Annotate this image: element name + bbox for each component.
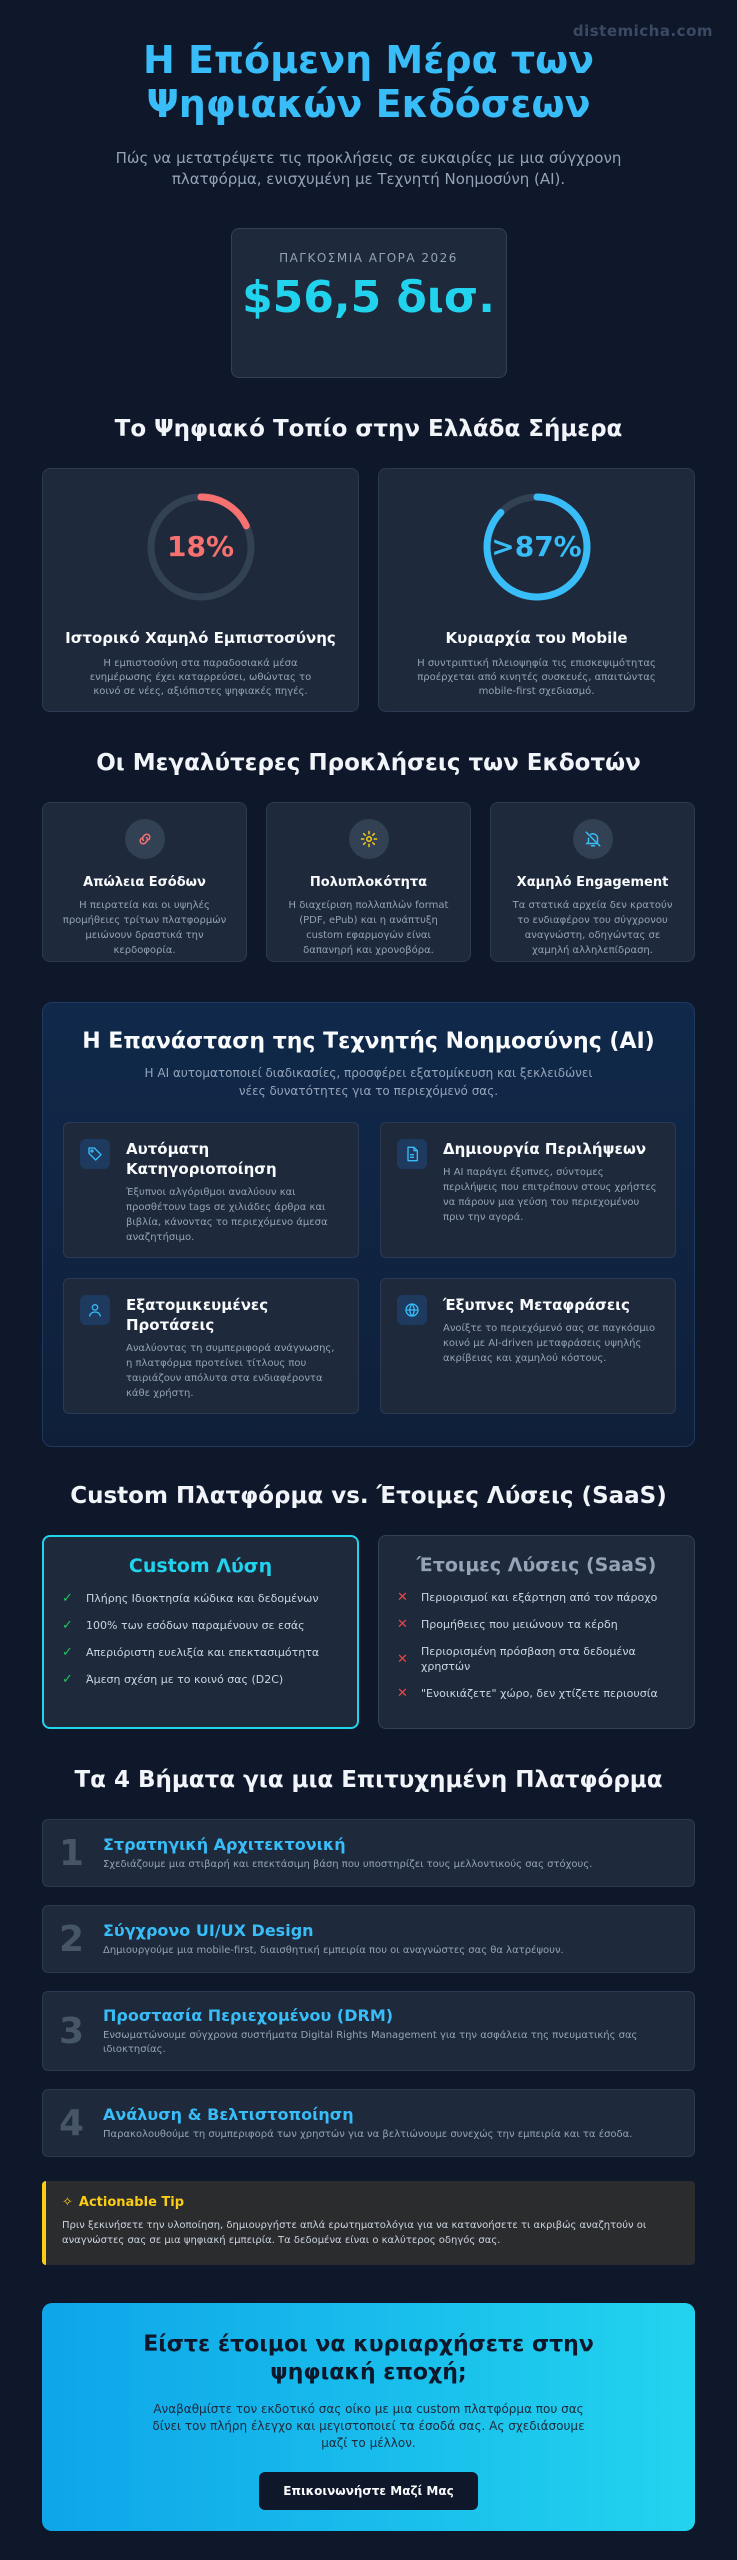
comparison-saas-title: Έτοιμες Λύσεις (SaaS) (416, 1554, 657, 1576)
challenge-title-engagement: Χαμηλό Engagement (516, 875, 669, 890)
ai-feature-title: Έξυπνες Μεταφράσεις (443, 1296, 630, 1314)
tip-title: Actionable Tip (78, 2195, 185, 2210)
ai-feature-translations (380, 1278, 676, 1414)
page-subtitle: Πώς να μετατρέψετε τις προκλήσεις σε ευκαιρίες με μια σύγχρονη πλατφόρμα, ενισχυμένη με Τεχνητή Νοημοσύνη (AI). (115, 149, 622, 188)
brand-watermark: distemicha.com (572, 22, 713, 40)
progress-ring-mobile (481, 491, 593, 603)
challenge-card-engagement (490, 802, 695, 962)
step-item (42, 2089, 695, 2157)
comparison-title: Custom Πλατφόρμα vs. Έτοιμες Λύσεις (SaaS) (70, 1483, 667, 1509)
challenge-title-complexity: Πολυπλοκότητα (309, 875, 428, 890)
check-icon: ✓ (62, 1672, 73, 1687)
page-title: Η Επόμενη Μέρα των Ψηφιακών Εκδόσεων (142, 38, 595, 126)
check-icon: ✓ (62, 1591, 73, 1606)
list-item: ✕ Περιορισμοί και εξάρτηση από τον πάροχο (397, 1590, 658, 1605)
step-text: Δημιουργούμε μια mobile-first, διαισθητική εμπειρία που οι αναγνώστες σας θα λατρέψουν. (103, 1944, 564, 1956)
step-text: Ενσωματώνουμε σύγχρονα συστήματα Digital Rights Management για την ασφάλεια της πνευματικής σας ιδιοκτησίας. (103, 2029, 638, 2055)
stat-card-mobile (378, 468, 695, 712)
ai-feature-grid (43, 1100, 694, 1414)
comparison-card-custom (42, 1535, 359, 1729)
bell-off-icon (573, 819, 613, 859)
list-item: ✓ Άμεση σχέση με το κοινό σας (D2C) (62, 1672, 284, 1687)
step-text: Παρακολουθούμε τη συμπεριφορά των χρηστών για να βελτιώνουμε συνεχώς την εμπειρία και τα έσοδα. (103, 2128, 633, 2140)
comparison-custom-title: Custom Λύση (128, 1555, 273, 1577)
step-text: Σχεδιάζουμε μια στιβαρή και επεκτάσιμη βάση που υποστηρίζει τους μελλοντικούς σας στόχους. (103, 1858, 593, 1870)
ai-feature-title: Αυτόματη Κατηγοριοποίηση (126, 1140, 277, 1178)
document-icon (397, 1139, 427, 1169)
challenges-row (42, 802, 695, 962)
ai-section (42, 1002, 695, 1447)
ai-feature-text: Έξυπνοι αλγόριθμοι αναλύουν και προσθέτουν tags σε χιλιάδες άρθρα και βιβλία, κάνοντας το περιεχόμενο άμεσα αναζητήσιμο. (126, 1187, 328, 1243)
globe-icon (397, 1295, 427, 1325)
tag-icon (80, 1139, 110, 1169)
contact-button[interactable]: Επικοινωνήστε Μαζί Μας (259, 2472, 477, 2510)
gear-icon (349, 819, 389, 859)
list-item: ✓ 100% των εσόδων παραμένουν σε εσάς (62, 1618, 305, 1633)
tip-text: Πριν ξεκινήσετε την υλοποίηση, δημιουργήστε απλά ερωτηματολόγια για να κατανοήσετε τι ακριβώς αναζητούν οι αναγνώστες σας σε μια ψηφιακή εμπειρία. Τα δεδομένα είναι ο καλύτερος οδηγός σας. (62, 2220, 647, 2246)
progress-ring-trust (145, 491, 257, 603)
challenge-text-complexity: Η διαχείριση πολλαπλών format (PDF, ePub) και η ανάπτυξη custom εφαρμογών είναι δαπανηρή και χρονοβόρα. (288, 900, 449, 956)
ai-title: Η Επανάσταση της Τεχνητής Νοημοσύνης (AI) (82, 1029, 655, 1054)
ai-feature-title: Εξατομικευμένες Προτάσεις (126, 1296, 269, 1334)
comparison-row (42, 1535, 695, 1729)
cross-icon: ✕ (397, 1651, 408, 1667)
cross-icon: ✕ (397, 1590, 408, 1605)
challenge-text-revenue: Η πειρατεία και οι υψηλές προμήθειες τρίτων πλατφορμών μειώνουν δραστικά την κερδοφορία. (62, 900, 227, 956)
ai-subtitle: Η AI αυτοματοποιεί διαδικασίες, προσφέρει εξατομίκευση και ξεκλειδώνει νέες δυνατότητες για το περιεχόμενό σας. (144, 1066, 593, 1098)
list-item: ✕ Περιορισμένη πρόσβαση στα δεδομένα χρηστών (397, 1645, 636, 1673)
step-title: Προστασία Περιεχομένου (DRM) (103, 2005, 394, 2025)
ai-feature-text: Αναλύοντας τη συμπεριφορά ανάγνωσης, η πλατφόρμα προτείνει τίτλους που ταιριάζουν απόλυτα στα ενδιαφέροντα κάθε χρήστη. (126, 1343, 335, 1399)
stat-text-mobile: Η συντριπτική πλειοψηφία τις επισκεψιμότητας προέρχεται από κινητές συσκευές, απαιτώντας mobile-first σχεδιασμό. (417, 658, 656, 697)
challenge-title-revenue: Απώλεια Εσόδων (83, 875, 206, 890)
actionable-tip (42, 2181, 695, 2265)
step-number: 1 (59, 1832, 85, 1874)
stat-title-mobile: Κυριαρχία του Mobile (445, 629, 628, 647)
stat-card-trust (42, 468, 359, 712)
sparkle-icon: ✧ (62, 2195, 73, 2210)
cta-title: Είστε έτοιμοι να κυριαρχήσετε στην ψηφιακή εποχή; (143, 2332, 594, 2385)
comparison-card-saas (378, 1535, 695, 1729)
cta-text: Αναβαθμίστε τον εκδοτικό σας οίκο με μια custom πλατφόρμα που σας δίνει τον πλήρη έλεγχο και μεγιστοποιεί τα έσοδά σας. Ας σχεδιάσουμε μαζί το μέλλον. (152, 2402, 585, 2450)
landscape-title: Το Ψηφιακό Τοπίο στην Ελλάδα Σήμερα (114, 416, 623, 442)
step-item (42, 1819, 695, 1887)
step-title: Στρατηγική Αρχιτεκτονική (103, 1834, 346, 1854)
check-icon: ✓ (62, 1618, 73, 1633)
stat-text-trust: Η εμπιστοσύνη στα παραδοσιακά μέσα ενημέρωσης έχει καταρρεύσει, ωθώντας το κοινό σε νέες, αξιόπιστες ψηφιακές πηγές. (89, 658, 312, 697)
challenge-card-complexity (266, 802, 471, 962)
list-item: ✕ Προμήθειες που μειώνουν τα κέρδη (397, 1617, 618, 1632)
cross-icon: ✕ (397, 1617, 408, 1632)
steps-list (42, 1819, 695, 2157)
step-item (42, 1991, 695, 2071)
steps-title: Τα 4 Βήματα για μια Επιτυχημένη Πλατφόρμα (74, 1767, 663, 1793)
check-icon: ✓ (62, 1645, 73, 1660)
step-item (42, 1905, 695, 1973)
stats-row (42, 468, 695, 712)
ai-feature-text: Η AI παράγει έξυπνες, σύντομες περιλήψεις που επιτρέπουν στους χρήστες να πάρουν μια γεύση του περιεχομένου πριν την αγορά. (443, 1167, 657, 1223)
ai-feature-recommendations (63, 1278, 359, 1414)
list-item: ✕ "Ενοικιάζετε" χώρο, δεν χτίζετε περιουσία (397, 1686, 658, 1701)
list-item: ✓ Απεριόριστη ευελιξία και επεκτασιμότητα (62, 1645, 320, 1660)
cross-icon: ✕ (397, 1686, 408, 1701)
step-number: 4 (59, 2102, 85, 2144)
market-value: $56,5 δισ. (242, 272, 495, 323)
step-number: 2 (59, 1918, 85, 1960)
stat-value-mobile: >87% (491, 530, 582, 563)
step-number: 3 (59, 2010, 85, 2052)
stat-title-trust: Ιστορικό Χαμηλό Εμπιστοσύνης (65, 629, 336, 647)
challenge-card-revenue (42, 802, 247, 962)
ai-feature-text: Ανοίξτε το περιεχόμενό σας σε παγκόσμιο κοινό με AI-driven μεταφράσεις υψηλής ακρίβειας και χαμηλού κόστους. (443, 1323, 656, 1364)
challenge-text-engagement: Τα στατικά αρχεία δεν κρατούν το ενδιαφέρον του σύγχρονου αναγνώστη, οδηγώντας σε χαμηλή αλληλεπίδραση. (512, 900, 673, 956)
stat-value-trust: 18% (166, 530, 235, 563)
step-title: Ανάλυση & Βελτιστοποίηση (103, 2104, 354, 2124)
cta-banner (42, 2303, 695, 2531)
market-label: ΠΑΓΚΟΣΜΙΑ ΑΓΟΡΑ 2026 (279, 251, 458, 265)
ai-feature-title: Δημιουργία Περιλήψεων (443, 1140, 647, 1158)
list-item: ✓ Πλήρης Ιδιοκτησία κώδικα και δεδομένων (62, 1591, 319, 1606)
step-title: Σύγχρονο UI/UX Design (103, 1920, 314, 1940)
broken-link-icon (125, 819, 165, 859)
ai-feature-summaries (380, 1122, 676, 1258)
ai-feature-categorization (63, 1122, 359, 1258)
user-icon (80, 1295, 110, 1325)
market-card (231, 228, 507, 378)
challenges-title: Οι Μεγαλύτερες Προκλήσεις των Εκδοτών (96, 750, 641, 776)
